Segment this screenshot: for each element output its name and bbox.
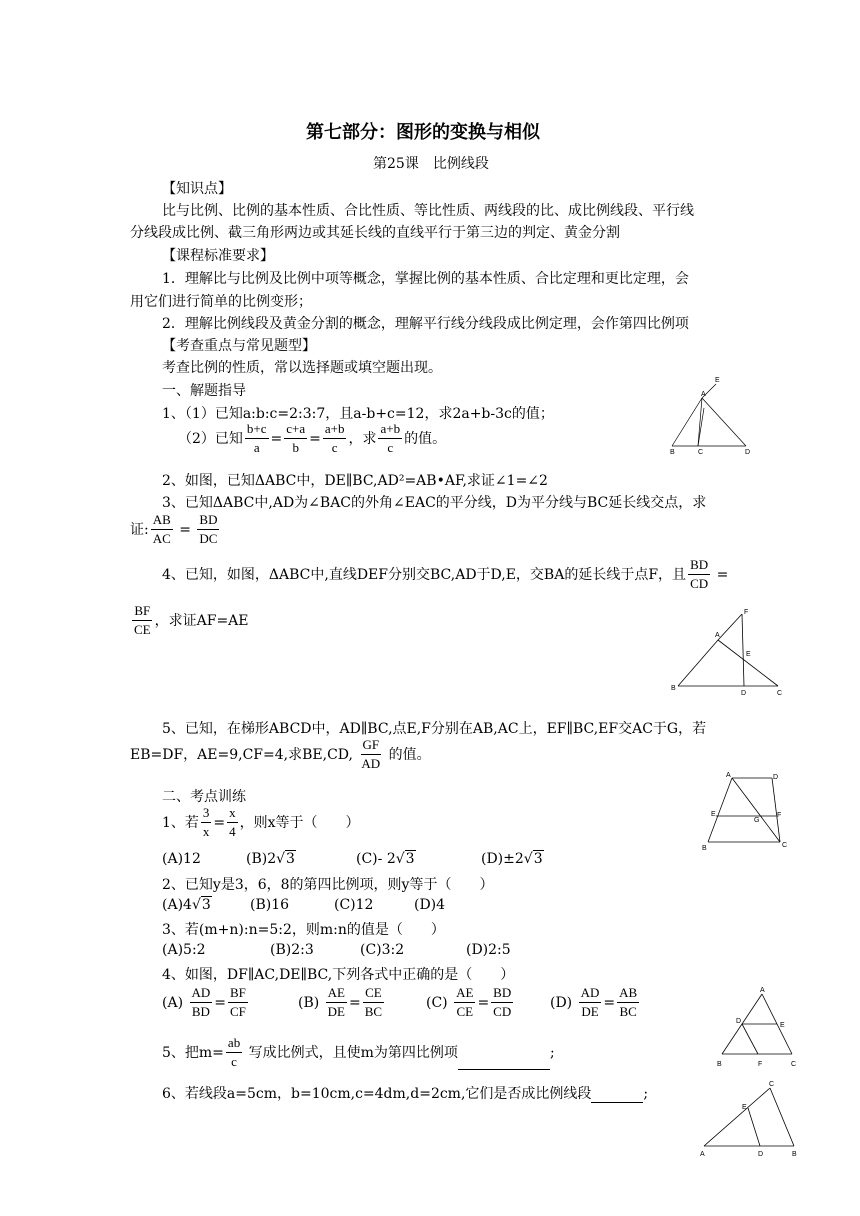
- lesson-title: 第25课 比例线段: [373, 156, 489, 172]
- triangle-figure-1: [664, 374, 754, 460]
- text: ，求证AF=AE: [154, 612, 249, 629]
- label-b: B: [670, 449, 675, 456]
- label-b: B: [702, 845, 707, 852]
- numerator: 3: [201, 806, 212, 823]
- problem-5-cont: [130, 738, 431, 772]
- text: 5、把m=: [162, 1044, 224, 1061]
- q3-option-b: (B)2:3: [270, 942, 314, 958]
- section-1-heading: 一、解题指导: [162, 383, 246, 399]
- label-e: E: [780, 1022, 785, 1029]
- q4-option-d: [550, 986, 641, 1020]
- text: (D): [550, 994, 573, 1011]
- page-title: 第七部分：图形的变换与相似: [306, 122, 540, 143]
- focus-text: 考查比例的性质，常以选择题或填空题出现。: [162, 360, 442, 376]
- radicand: 3: [201, 897, 211, 913]
- denominator: AC: [152, 531, 171, 547]
- numerator: AE: [326, 986, 347, 1003]
- numerator: AE: [454, 986, 475, 1003]
- denominator: CF: [230, 1004, 246, 1020]
- text: ;: [643, 1086, 649, 1102]
- text: 的值。: [388, 746, 431, 763]
- numerator: c+a: [284, 422, 307, 439]
- denominator: BD: [191, 1004, 210, 1020]
- equals: =: [213, 814, 226, 831]
- q2-option-a: [162, 897, 212, 913]
- numerator: AD: [579, 986, 602, 1003]
- triangle-figure-4: [712, 984, 800, 1072]
- question-1: [162, 806, 360, 840]
- text: (B)2: [246, 851, 277, 867]
- denominator: DC: [199, 531, 218, 547]
- q4-option-b: [298, 986, 386, 1020]
- numerator: CE: [363, 986, 384, 1003]
- question-5: [162, 1036, 555, 1070]
- q2-option-b: (B)16: [250, 897, 290, 913]
- problem-4: [162, 558, 728, 592]
- denominator: c: [331, 440, 338, 456]
- label-d: D: [736, 1018, 742, 1025]
- text: 6、若线段a=5cm，b=10cm,c=4dm,d=2cm,它们是否成比例线段: [162, 1086, 592, 1102]
- numerator: BD: [491, 986, 513, 1003]
- text: (C)- 2: [356, 851, 396, 867]
- focus-heading: 【考查重点与常见题型】: [162, 338, 316, 354]
- text: 证:: [130, 521, 149, 538]
- label-a: A: [701, 391, 706, 398]
- text: EB=DF，AE=9,CF=4,求BE,CD,: [130, 746, 353, 763]
- numerator: BD: [197, 513, 219, 530]
- sqrt-icon: √: [276, 851, 286, 867]
- denominator: c: [387, 440, 394, 456]
- problem-4-cont: [130, 604, 249, 638]
- denominator: BC: [364, 1004, 383, 1020]
- requirement-1: 1．理解比与比例及比例中项等概念，掌握比例的基本性质、合比定理和更比定理，会: [162, 271, 689, 287]
- label-f: F: [777, 812, 782, 819]
- problem-1-part-1: 1、（1）已知a:b:c=2:3:7，且a-b+c=12，求2a+b-3c的值；: [162, 406, 554, 422]
- question-6: [162, 1083, 648, 1103]
- radicand: 3: [533, 851, 543, 867]
- numerator: a+b: [378, 422, 402, 439]
- q4-option-a: [162, 986, 250, 1020]
- q1-option-a: (A)12: [162, 851, 201, 867]
- numerator: AB: [151, 513, 173, 530]
- equals: =: [309, 430, 321, 447]
- problem-1-part-2: [178, 422, 446, 456]
- q2-option-c: (C)12: [334, 897, 374, 913]
- knowledge-text-2: 分线段成比例、截三角形两边或其延长线的直线平行于第三边的判定、黄金分割: [130, 225, 620, 241]
- q1-option-b: [246, 851, 296, 867]
- denominator: CE: [134, 622, 151, 638]
- label-f: F: [744, 609, 749, 616]
- numerator: AB: [617, 986, 639, 1003]
- problem-3: 3、已知ΔABC中,AD为∠BAC的外角∠EAC的平分线，D为平分线与BC延长线交点，求: [162, 495, 707, 511]
- label-e: E: [715, 377, 720, 384]
- label-e: E: [742, 1104, 747, 1111]
- knowledge-text: 比与比例、比例的基本性质、合比性质、等比性质、两线段的比、成比例线段、平行线: [162, 203, 694, 219]
- question-3: 3、若(m+n):n=5:2，则m:n的值是（ ）: [162, 922, 445, 938]
- q1-option-d: [481, 851, 544, 867]
- numerator: BF: [132, 604, 152, 621]
- denominator: AD: [361, 756, 381, 772]
- section-2-heading: 二、考点训练: [162, 789, 246, 805]
- denominator: DE: [581, 1004, 599, 1020]
- requirement-2: 2．理解比例线段及黄金分割的概念，理解平行线分线段成比例定理，会作第四比例项: [162, 316, 689, 332]
- text: （2）已知: [178, 430, 243, 447]
- equals: =: [179, 521, 191, 538]
- sqrt-icon: √: [191, 897, 201, 913]
- label-a: A: [760, 987, 765, 994]
- label-c: C: [777, 690, 783, 697]
- numerator: b+c: [245, 422, 269, 439]
- denominator: CD: [493, 1004, 512, 1020]
- numerator: AD: [190, 986, 213, 1003]
- q1-option-c: [356, 851, 416, 867]
- knowledge-heading: 【知识点】: [162, 181, 232, 197]
- numerator: BD: [688, 558, 710, 575]
- problem-3-formula: [130, 513, 221, 547]
- label-e: E: [746, 651, 751, 658]
- numerator: BF: [228, 986, 248, 1003]
- label-a: A: [700, 1151, 705, 1158]
- label-d: D: [745, 449, 751, 456]
- q2-option-d: (D)4: [414, 897, 446, 913]
- denominator: c: [231, 1054, 237, 1070]
- label-a: A: [726, 772, 731, 779]
- denominator: 4: [229, 824, 236, 840]
- text: 1、若: [162, 814, 199, 831]
- equals: =: [270, 430, 283, 447]
- label-c: C: [698, 449, 704, 456]
- label-f: F: [758, 1061, 763, 1068]
- requirement-1-cont: 用它们进行简单的比例变形；: [130, 294, 312, 310]
- text: 的值。: [404, 430, 447, 447]
- text: (D)±2: [481, 851, 524, 867]
- problem-2: 2、如图，已知ΔABC中，DE∥BC,AD²=AB•AF,求证∠1=∠2: [162, 473, 548, 489]
- q3-option-d: (D)2:5: [466, 942, 511, 958]
- text: ，求: [348, 430, 377, 447]
- label-g: G: [754, 817, 760, 824]
- label-b: B: [717, 1061, 722, 1068]
- denominator: BC: [619, 1004, 637, 1020]
- q3-option-c: (C)3:2: [360, 942, 405, 958]
- text: ;: [549, 1044, 555, 1061]
- numerator: ab: [226, 1036, 242, 1053]
- text: (C): [426, 994, 448, 1011]
- label-d: D: [758, 1151, 764, 1158]
- denominator: x: [202, 824, 210, 840]
- text: (A): [162, 994, 184, 1011]
- triangle-figure-5: [694, 1076, 804, 1160]
- equals: =: [603, 994, 616, 1011]
- question-2: 2、已知y是3，6，8的第四比例项，则y等于（ ）: [162, 877, 494, 893]
- text: ，则x等于（ ）: [239, 814, 360, 831]
- label-c: C: [791, 1061, 797, 1068]
- label-b: B: [792, 1151, 797, 1158]
- trapezoid-figure: [700, 768, 792, 854]
- question-4: 4、如图，DF∥AC,DE∥BC,下列各式中正确的是（ ）: [162, 967, 515, 983]
- problem-5: 5、已知，在梯形ABCD中，AD∥BC,点E,F分别在AB,AC上，EF∥BC,EF交AC于G，若: [162, 721, 707, 737]
- text: (B): [298, 994, 320, 1011]
- label-b: B: [671, 685, 676, 692]
- radicand: 3: [405, 851, 415, 867]
- numerator: a+b: [323, 422, 347, 439]
- sqrt-icon: √: [523, 851, 533, 867]
- denominator: CD: [690, 576, 709, 592]
- denominator: a: [253, 440, 260, 456]
- label-a: A: [715, 632, 720, 639]
- label-d: D: [773, 774, 779, 781]
- standard-heading: 【课程标准要求】: [162, 248, 274, 264]
- equals: =: [214, 994, 227, 1011]
- numerator: x: [227, 806, 238, 823]
- q3-option-a: (A)5:2: [162, 942, 206, 958]
- equals: =: [477, 994, 490, 1011]
- q4-option-c: [426, 986, 515, 1020]
- label-c: C: [769, 1081, 775, 1088]
- answer-blank[interactable]: [591, 1088, 643, 1103]
- label-c: C: [782, 842, 788, 849]
- text: 4、已知，如图，ΔABC中,直线DEF分别交BC,AD于D,E，交BA的延长线于点F，且: [162, 566, 687, 583]
- sqrt-icon: √: [395, 851, 405, 867]
- equals: =: [716, 566, 729, 583]
- answer-blank[interactable]: [458, 1055, 550, 1070]
- label-d: D: [741, 690, 747, 697]
- denominator: DE: [327, 1004, 346, 1020]
- denominator: CE: [456, 1004, 474, 1020]
- label-e: E: [711, 811, 716, 818]
- numerator: GF: [361, 738, 382, 755]
- denominator: b: [292, 440, 299, 456]
- text: (A)4: [162, 897, 192, 913]
- triangle-figure-2: [670, 606, 786, 698]
- text: 写成比例式，且使m为第四比例项: [248, 1044, 458, 1061]
- radicand: 3: [286, 851, 295, 867]
- equals: =: [349, 994, 361, 1011]
